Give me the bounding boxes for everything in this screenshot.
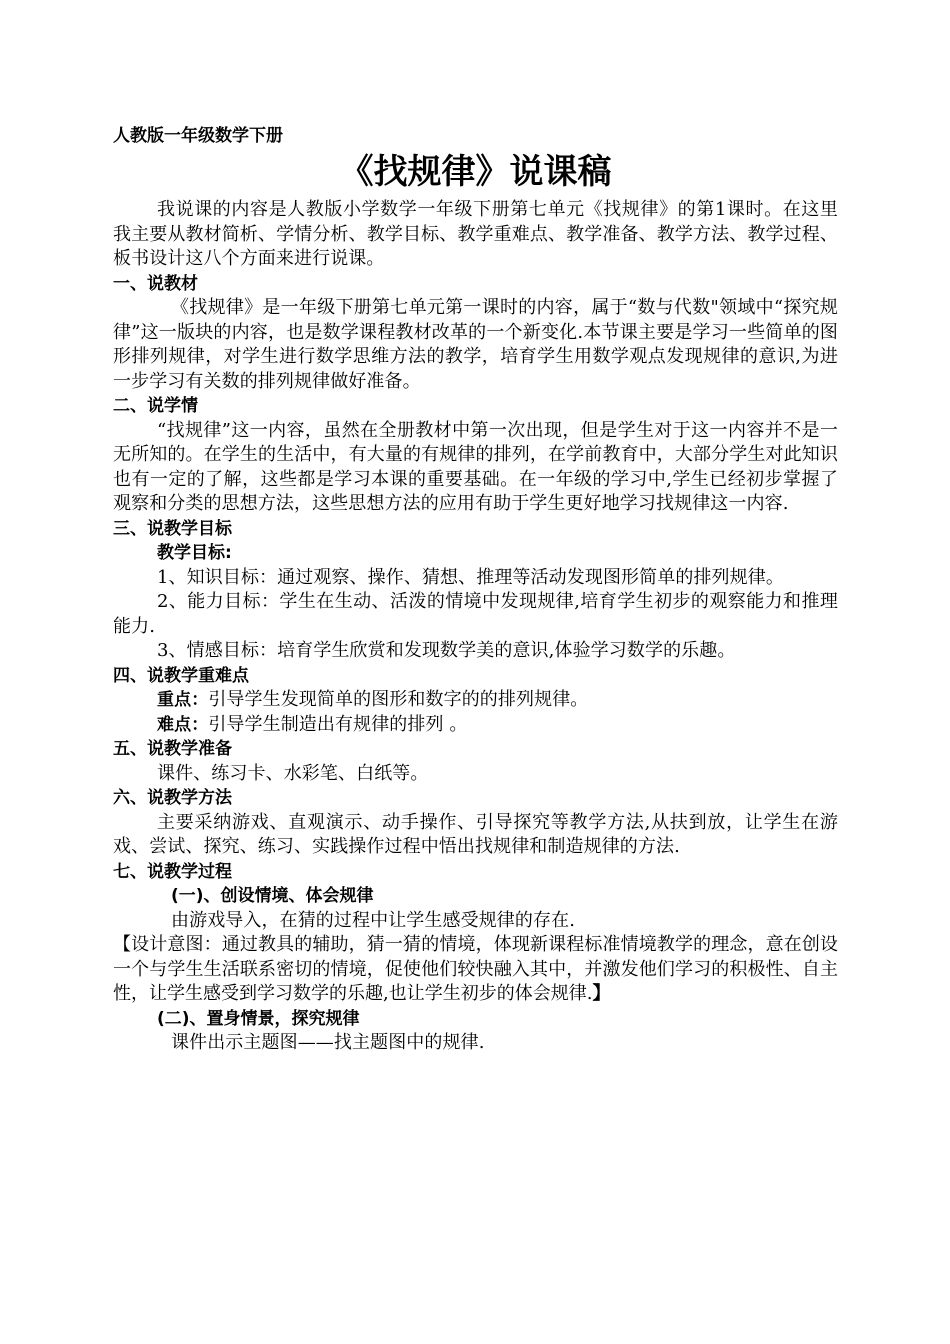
- difficulty-text: 引导学生制造出有规律的排列 。: [208, 713, 468, 735]
- methods-text: 主要采纳游戏、直观演示、动手操作、引导探究等教学方法,从扶到放，让学生在游戏、尝试、探究、练习、实践操作过程中悟出找规律和制造规律的方法.: [113, 811, 838, 857]
- section-heading-goals: 三、说教学目标: [113, 518, 232, 539]
- section-heading-process: 七、说教学过程: [113, 861, 232, 882]
- design-intent-text: 设计意图：通过教具的辅助，猜一猜的情境，体现新课程标准情境教学的理念，意在创设一个与学生生活联系密切的情境，促使他们较快融入其中，并激发他们学习的积极性、自主性，让学生感受到学习数学的乐趣,也让学生初步的体会规律.: [113, 934, 839, 1004]
- step2-text: 课件出示主题图——找主题图中的规律.: [171, 1032, 485, 1053]
- key-point-text: 引导学生发现简单的图形和数字的的排列规律。: [208, 689, 589, 710]
- key-point-line: [113, 688, 838, 713]
- section-heading-preparation: 五、说教学准备: [113, 739, 232, 759]
- goal-ability: 2、能力目标：学生在生动、活泼的情境中发现规律,培育学生初步的观察能力和推理能力.: [113, 591, 838, 637]
- section-students-text: “找规律”这一内容，虽然在全册教材中第一次出现，但是学生对于这一内容并不是一无所知的。在学生的生活中，有大量的有规律的排列，在学前教育中，大部分学生对此知识也有一定的了解，这些都是学习本课的重要基础。在一年级的学习中,学生已经初步掌握了观察和分类的思想方法，这些思想方法的应用有助于学生更好地学习找规律这一内容.: [113, 419, 838, 514]
- section-textbook-text: 《找规律》是一年级下册第七单元第一课时的内容，属于“数与代数"领域中“探究规律”这一版块的内容，也是数学课程教材改革的一个新变化.本节课主要是学习一些简单的图形排列规律，对学生进行数学思维方法的教学，培育学生用数学观点发现规律的意识,为进一步学习有关数的排列规律做好准备。: [113, 297, 838, 392]
- step2-heading: (二)、置身情景，探究规律: [157, 1008, 360, 1029]
- section-heading-students: 二、说学情: [113, 396, 198, 416]
- document-page: [113, 124, 838, 1056]
- preparation-text: 课件、练习卡、水彩笔、白纸等。: [157, 762, 429, 784]
- key-point-label: 重点：: [157, 690, 209, 710]
- difficulty-label: 难点：: [157, 714, 209, 735]
- section-heading-textbook: 一、说教材: [113, 273, 198, 294]
- step1-text: 由游戏导入，在猜的过程中让学生感受规律的存在.: [171, 909, 576, 931]
- design-close-bracket: 】: [592, 983, 611, 1004]
- goals-subheading: 教学目标:: [157, 543, 232, 563]
- section-heading-key-points: 四、说教学重难点: [113, 665, 249, 686]
- series-label: 人教版一年级数学下册: [113, 126, 283, 146]
- difficulty-line: [113, 713, 838, 738]
- intro-paragraph: 我说课的内容是人教版小学数学一年级下册第七单元《找规律》的第1课时。在这里我主要从教材简析、学情分析、教学目标、教学重难点、教学准备、教学方法、教学过程、板书设计这八个方面来进行说课。: [113, 199, 838, 269]
- document-title: 《找规律》说课稿: [339, 152, 612, 192]
- section-heading-methods: 六、说教学方法: [113, 788, 232, 808]
- goal-knowledge: 1、知识目标：通过观察、操作、猜想、推理等活动发现图形简单的排列规律。: [157, 566, 784, 588]
- design-open-bracket: 【: [113, 934, 132, 955]
- goal-emotion: 3、情感目标：培育学生欣赏和发现数学美的意识,体验学习数学的乐趣。: [157, 640, 736, 661]
- design-intent-paragraph: [113, 933, 838, 1007]
- step1-heading: (一)、创设情境、体会规律: [171, 886, 374, 906]
